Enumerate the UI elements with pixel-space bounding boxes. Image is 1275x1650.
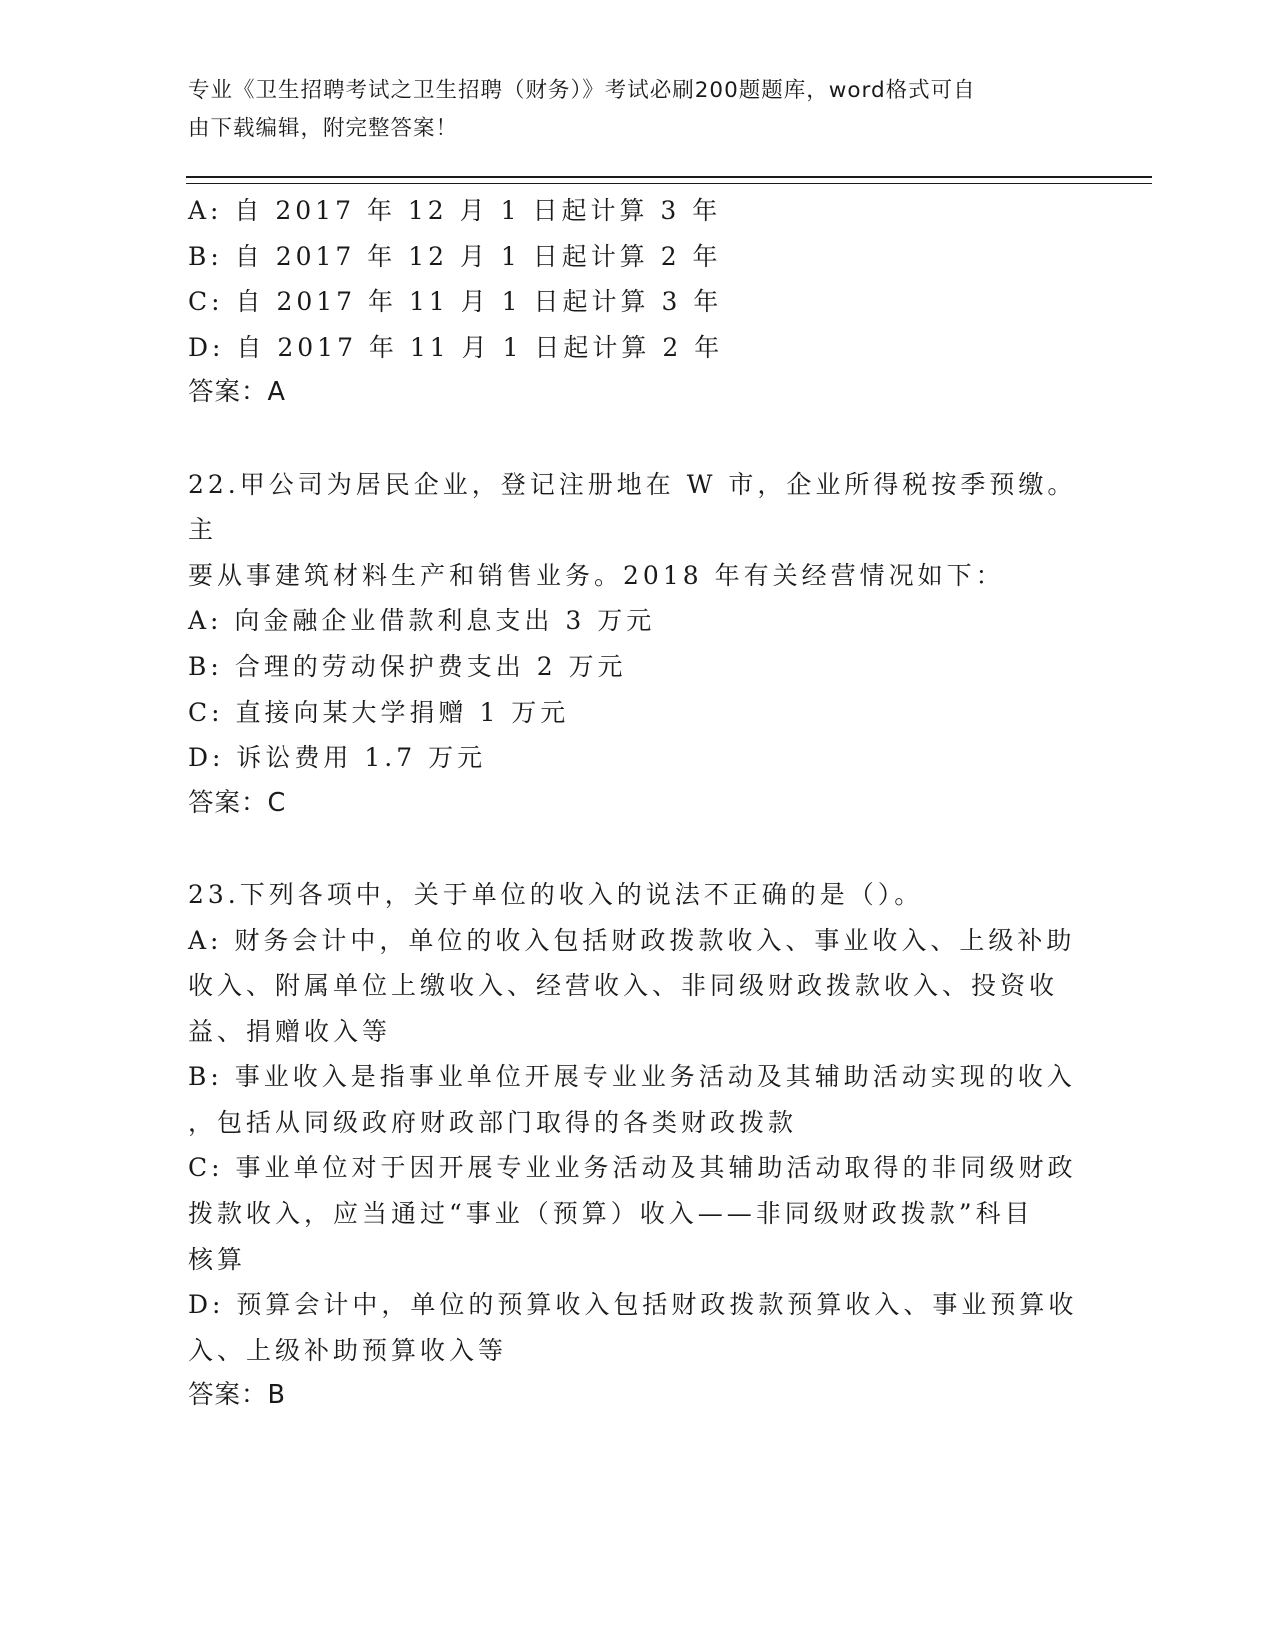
header-divider-thick bbox=[186, 176, 1152, 178]
question-22 bbox=[188, 462, 1088, 827]
q23-option-d-line-2: 入、上级补助预算收入等 bbox=[188, 1335, 508, 1365]
question-21 bbox=[188, 188, 1088, 416]
q22-option-c: C: 直接向某大学捐赠 1 万元 bbox=[188, 697, 570, 727]
document-header bbox=[188, 72, 1068, 148]
q22-answer: 答案：C bbox=[188, 787, 287, 818]
q21-option-b: B: 自 2017 年 12 月 1 日起计算 2 年 bbox=[188, 241, 722, 271]
q23-option-a-line-3: 益、捐赠收入等 bbox=[188, 1016, 392, 1046]
header-line-2: 由下载编辑，附完整答案！ bbox=[188, 116, 459, 141]
q23-option-c-line-3: 核算 bbox=[188, 1244, 247, 1274]
q23-stem: 23.下列各项中，关于单位的收入的说法不正确的是（）。 bbox=[188, 879, 924, 909]
q22-stem-line-1: 22.甲公司为居民企业，登记注册地在 W 市，企业所得税按季预缴。主 bbox=[188, 469, 1077, 545]
q23-option-a-line-2: 收入、附属单位上缴收入、经营收入、非同级财政拨款收入、投资收 bbox=[188, 971, 1059, 1001]
q22-stem-line-2: 要从事建筑材料生产和销售业务。2018 年有关经营情况如下： bbox=[188, 560, 1005, 590]
q21-answer: 答案：A bbox=[188, 377, 286, 408]
question-content bbox=[188, 188, 1088, 1419]
header-line-1: 专业《卫生招聘考试之卫生招聘（财务）》考试必刷200题题库，word格式可自 bbox=[188, 78, 976, 103]
q23-option-d-line-1: D: 预算会计中，单位的预算收入包括财政拨款预算收入、事业预算收 bbox=[188, 1290, 1078, 1320]
q22-option-b: B: 合理的劳动保护费支出 2 万元 bbox=[188, 651, 627, 681]
question-gap bbox=[188, 416, 1088, 462]
q23-option-b-line-2: ，包括从同级政府财政部门取得的各类财政拨款 bbox=[188, 1107, 798, 1137]
q22-option-a: A: 向金融企业借款利息支出 3 万元 bbox=[188, 606, 656, 636]
q23-option-b-line-1: B: 事业收入是指事业单位开展专业业务活动及其辅助活动实现的收入 bbox=[188, 1062, 1076, 1092]
question-gap bbox=[188, 826, 1088, 872]
q21-option-c: C: 自 2017 年 11 月 1 日起计算 3 年 bbox=[188, 287, 723, 317]
question-23 bbox=[188, 872, 1088, 1419]
q22-option-d: D: 诉讼费用 1.7 万元 bbox=[188, 743, 487, 773]
q23-option-c-line-1: C: 事业单位对于因开展专业业务活动及其辅助活动取得的非同级财政 bbox=[188, 1153, 1077, 1183]
header-divider-thin bbox=[186, 183, 1152, 184]
q23-option-c-line-2: 拨款收入，应当通过“事业（预算）收入——非同级财政拨款”科目 bbox=[188, 1199, 1034, 1229]
q23-option-a-line-1: A: 财务会计中，单位的收入包括财政拨款收入、事业收入、上级补助 bbox=[188, 925, 1076, 955]
q21-option-a: A: 自 2017 年 12 月 1 日起计算 3 年 bbox=[188, 196, 722, 225]
q21-option-d: D: 自 2017 年 11 月 1 日起计算 2 年 bbox=[188, 332, 724, 362]
q23-answer: 答案：B bbox=[188, 1380, 286, 1411]
